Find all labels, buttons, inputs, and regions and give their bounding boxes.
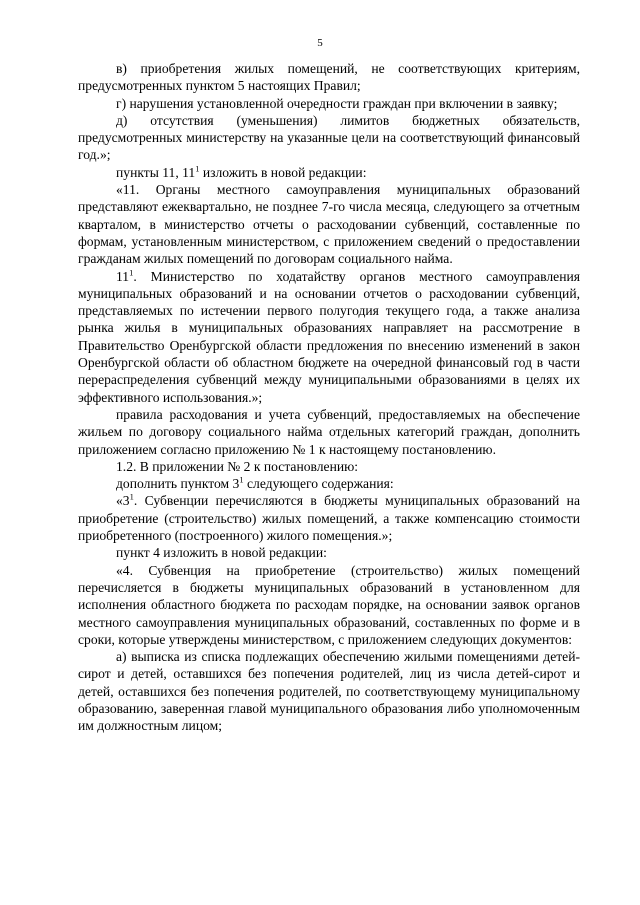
document-body	[78, 60, 580, 735]
text-span: следующего содержания:	[243, 476, 394, 492]
paragraph-section-1-2: 1.2. В приложении № 2 к постановлению:	[116, 458, 359, 474]
superscript: 1	[195, 163, 200, 174]
text-span: . Субвенции перечисляются в бюджеты муниципальных образований на приобретение (строительство) жилых помещений, а также компенсацию стоимости приобретенного (построенного) жилого помещения.»;	[78, 493, 580, 544]
paragraph-item-v: в) приобретения жилых помещений, не соответствующих критериям, предусмотренных пунктом 5 настоящих Правил;	[78, 61, 580, 94]
paragraph-point-4-intro: пункт 4 изложить в новой редакции:	[116, 545, 327, 561]
text-span: пункты 11, 11	[116, 164, 196, 180]
paragraph-item-g: г) нарушения установленной очередности граждан при включении в заявку;	[116, 95, 558, 111]
paragraph-rules-supplement: правила расходования и учета субвенций, предоставляемых на обеспечение жильем по договору социального найма отдельных категорий граждан, дополнить приложением согласно приложению № 1 к настоящему постановлению.	[78, 406, 580, 457]
paragraph-item-a: а) выписка из списка подлежащих обеспечению жилыми помещениями детей-сирот и детей, оставшихся без попечения родителей, лиц из числа детей-сирот и детей, оставшихся без попечения родителей, по соответствующему муниципальному образованию, заверенная главой муниципального образования либо уполномоченным им должностным лицом;	[78, 649, 580, 734]
superscript: 1	[239, 474, 244, 485]
paragraph-point-11: «11. Органы местного самоуправления муниципальных образований представляют ежеквартально, не позднее 7-го числа месяца, следующего за отчетным кварталом, в министерство отчеты о расходовании субвенций, составленные по формам, установленным министерством, с приложением сведений о предоставлении гражданам жилых помещений по договорам социального найма.	[78, 182, 580, 267]
text-span: изложить в новой редакции:	[199, 164, 367, 180]
superscript: 1	[129, 491, 134, 502]
text-span: 11	[116, 268, 130, 284]
text-span: . Министерство по ходатайству органов местного самоуправления муниципальных образований и на основании отчетов о расходовании субвенций, представляемых по истечении первого полугодия текущего года, а также анализа рынка жилья в муниципальных образованиях направляет на рассмотрение в Правительство Оренбургской области предложения по внесению изменений в закон Оренбургской области об областном бюджете на очередной финансовый год в части перераспределения субвенций между муниципальными образованиями в целях их эффективного использования.»;	[78, 268, 580, 405]
paragraph-point-4: «4. Субвенция на приобретение (строительство) жилых помещений перечисляется в бюджеты муниципальных образований в установленном для исполнения областного бюджета по расходам порядке, на основании заявок органов местного самоуправления муниципальных образований, составленных по форме и в сроки, которые утверждены министерством, с приложением следующих документов:	[78, 562, 580, 647]
paragraph-point-11-1	[78, 268, 580, 406]
paragraph-add-point-3-1	[78, 475, 580, 492]
superscript: 1	[129, 267, 134, 278]
text-span: дополнить пунктом 3	[116, 476, 240, 492]
paragraph-point-3-1	[78, 492, 580, 544]
paragraph-item-d: д) отсутствия (уменьшения) лимитов бюджетных обязательств, предусмотренных министерству на указанные цели на соответствующий финансовый год.»;	[78, 112, 580, 163]
text-span: «3	[116, 493, 130, 509]
page-number: 5	[317, 37, 323, 49]
paragraph-points-11-intro	[78, 164, 580, 181]
